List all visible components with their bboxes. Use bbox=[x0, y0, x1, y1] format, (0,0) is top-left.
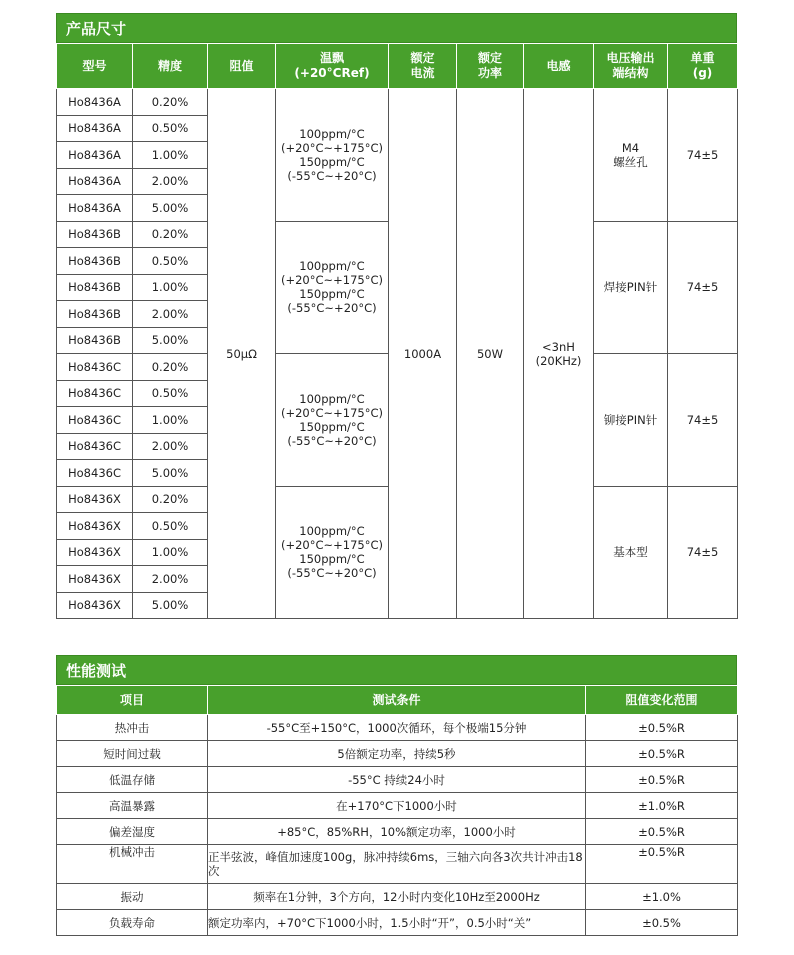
precision-cell: 2.00% bbox=[133, 433, 208, 460]
header-condition: 测试条件 bbox=[208, 686, 586, 715]
model-cell: Ho8436X bbox=[57, 486, 133, 513]
header-precision: 精度 bbox=[133, 44, 208, 89]
model-cell: Ho8436A bbox=[57, 142, 133, 169]
header-resistance: 阻值 bbox=[208, 44, 276, 89]
resistance-change-cell: ±0.5%R bbox=[586, 715, 738, 741]
precision-cell: 0.50% bbox=[133, 380, 208, 407]
model-cell: Ho8436C bbox=[57, 460, 133, 487]
header-weight: 单重 (g) bbox=[668, 44, 738, 89]
header-tcr: 温飘 (+20°CRef) bbox=[276, 44, 389, 89]
resistance-change-cell: ±0.5%R bbox=[586, 819, 738, 845]
model-cell: Ho8436A bbox=[57, 115, 133, 142]
resistance-change-cell: ±0.5%R bbox=[586, 767, 738, 793]
performance-row bbox=[57, 819, 738, 845]
product-size-section bbox=[56, 13, 737, 619]
model-cell: Ho8436X bbox=[57, 513, 133, 540]
resistance-cell: 50μΩ bbox=[208, 89, 276, 619]
performance-row bbox=[57, 884, 738, 910]
model-cell: Ho8436B bbox=[57, 274, 133, 301]
precision-cell: 2.00% bbox=[133, 168, 208, 195]
precision-cell: 0.20% bbox=[133, 221, 208, 248]
product-size-body bbox=[57, 89, 738, 619]
test-condition-cell: 频率在1分钟，3个方向，12小时内变化10Hz至2000Hz bbox=[208, 884, 586, 910]
model-cell: Ho8436C bbox=[57, 433, 133, 460]
terminal-structure-cell: 铆接PIN针 bbox=[594, 354, 668, 487]
performance-row bbox=[57, 910, 738, 936]
weight-cell: 74±5 bbox=[668, 221, 738, 354]
model-cell: Ho8436X bbox=[57, 592, 133, 619]
precision-cell: 0.50% bbox=[133, 513, 208, 540]
weight-cell: 74±5 bbox=[668, 89, 738, 222]
tcr-cell: 100ppm/°C (+20°C~+175°C) 150ppm/°C (-55°C~+20°C) bbox=[276, 221, 389, 354]
model-cell: Ho8436C bbox=[57, 354, 133, 381]
test-condition-cell: 5倍额定功率，持续5秒 bbox=[208, 741, 586, 767]
precision-cell: 2.00% bbox=[133, 566, 208, 593]
header-rated-power: 额定 功率 bbox=[457, 44, 524, 89]
tcr-cell: 100ppm/°C (+20°C~+175°C) 150ppm/°C (-55°C~+20°C) bbox=[276, 89, 389, 222]
model-cell: Ho8436C bbox=[57, 380, 133, 407]
model-cell: Ho8436B bbox=[57, 248, 133, 275]
header-change-range: 阻值变化范围 bbox=[586, 686, 738, 715]
tcr-cell: 100ppm/°C (+20°C~+175°C) 150ppm/°C (-55°C~+20°C) bbox=[276, 486, 389, 619]
test-item-cell: 负载寿命 bbox=[57, 910, 208, 936]
test-item-cell: 振动 bbox=[57, 884, 208, 910]
performance-row bbox=[57, 767, 738, 793]
rated-current-cell: 1000A bbox=[389, 89, 457, 619]
test-item-cell: 偏差湿度 bbox=[57, 819, 208, 845]
precision-cell: 0.20% bbox=[133, 89, 208, 116]
test-item-cell: 高温暴露 bbox=[57, 793, 208, 819]
resistance-change-cell: ±1.0% bbox=[586, 884, 738, 910]
performance-title: 性能测试 bbox=[56, 655, 737, 685]
test-condition-cell: 正半弦波，峰值加速度100g，脉冲持续6ms，三轴六向各3次共计冲击18次 bbox=[208, 845, 586, 884]
precision-cell: 5.00% bbox=[133, 195, 208, 222]
model-cell: Ho8436X bbox=[57, 539, 133, 566]
resistance-change-cell: ±0.5% bbox=[586, 910, 738, 936]
resistance-change-cell: ±1.0%R bbox=[586, 793, 738, 819]
model-cell: Ho8436A bbox=[57, 89, 133, 116]
precision-cell: 0.50% bbox=[133, 248, 208, 275]
terminal-structure-cell: 基本型 bbox=[594, 486, 668, 619]
header-item: 项目 bbox=[57, 686, 208, 715]
performance-body bbox=[57, 715, 738, 936]
performance-row bbox=[57, 741, 738, 767]
product-size-table bbox=[56, 43, 738, 619]
model-cell: Ho8436A bbox=[57, 195, 133, 222]
terminal-structure-cell: M4 螺丝孔 bbox=[594, 89, 668, 222]
precision-cell: 2.00% bbox=[133, 301, 208, 328]
performance-table bbox=[56, 685, 738, 936]
weight-cell: 74±5 bbox=[668, 486, 738, 619]
header-rated-current: 额定 电流 bbox=[389, 44, 457, 89]
model-cell: Ho8436A bbox=[57, 168, 133, 195]
test-item-cell: 低温存储 bbox=[57, 767, 208, 793]
inductance-cell: <3nH (20KHz) bbox=[524, 89, 594, 619]
performance-row bbox=[57, 715, 738, 741]
precision-cell: 1.00% bbox=[133, 407, 208, 434]
precision-cell: 5.00% bbox=[133, 327, 208, 354]
product-size-header-row bbox=[57, 44, 738, 89]
model-cell: Ho8436C bbox=[57, 407, 133, 434]
test-item-cell: 热冲击 bbox=[57, 715, 208, 741]
resistance-change-cell: ±0.5%R bbox=[586, 845, 738, 884]
test-condition-cell: -55°C 持续24小时 bbox=[208, 767, 586, 793]
performance-row bbox=[57, 793, 738, 819]
test-condition-cell: +85°C，85%RH，10%额定功率，1000小时 bbox=[208, 819, 586, 845]
terminal-structure-cell: 焊接PIN针 bbox=[594, 221, 668, 354]
test-condition-cell: -55°C至+150°C，1000次循环，每个极端15分钟 bbox=[208, 715, 586, 741]
model-cell: Ho8436B bbox=[57, 301, 133, 328]
precision-cell: 1.00% bbox=[133, 539, 208, 566]
product-size-title: 产品尺寸 bbox=[56, 13, 737, 43]
performance-header-row bbox=[57, 686, 738, 715]
resistance-change-cell: ±0.5%R bbox=[586, 741, 738, 767]
test-condition-cell: 额定功率内，+70°C下1000小时，1.5小时“开”，0.5小时“关” bbox=[208, 910, 586, 936]
model-cell: Ho8436X bbox=[57, 566, 133, 593]
performance-row bbox=[57, 845, 738, 884]
precision-cell: 0.20% bbox=[133, 486, 208, 513]
precision-cell: 1.00% bbox=[133, 142, 208, 169]
weight-cell: 74±5 bbox=[668, 354, 738, 487]
tcr-cell: 100ppm/°C (+20°C~+175°C) 150ppm/°C (-55°C~+20°C) bbox=[276, 354, 389, 487]
model-cell: Ho8436B bbox=[57, 221, 133, 248]
precision-cell: 5.00% bbox=[133, 460, 208, 487]
test-condition-cell: 在+170°C下1000小时 bbox=[208, 793, 586, 819]
product-row bbox=[57, 89, 738, 116]
test-item-cell: 短时间过载 bbox=[57, 741, 208, 767]
model-cell: Ho8436B bbox=[57, 327, 133, 354]
test-item-cell: 机械冲击 bbox=[57, 845, 208, 884]
header-inductance: 电感 bbox=[524, 44, 594, 89]
header-terminal-structure: 电压输出 端结构 bbox=[594, 44, 668, 89]
precision-cell: 5.00% bbox=[133, 592, 208, 619]
precision-cell: 0.20% bbox=[133, 354, 208, 381]
rated-power-cell: 50W bbox=[457, 89, 524, 619]
precision-cell: 0.50% bbox=[133, 115, 208, 142]
header-model: 型号 bbox=[57, 44, 133, 89]
precision-cell: 1.00% bbox=[133, 274, 208, 301]
performance-section bbox=[56, 655, 737, 936]
